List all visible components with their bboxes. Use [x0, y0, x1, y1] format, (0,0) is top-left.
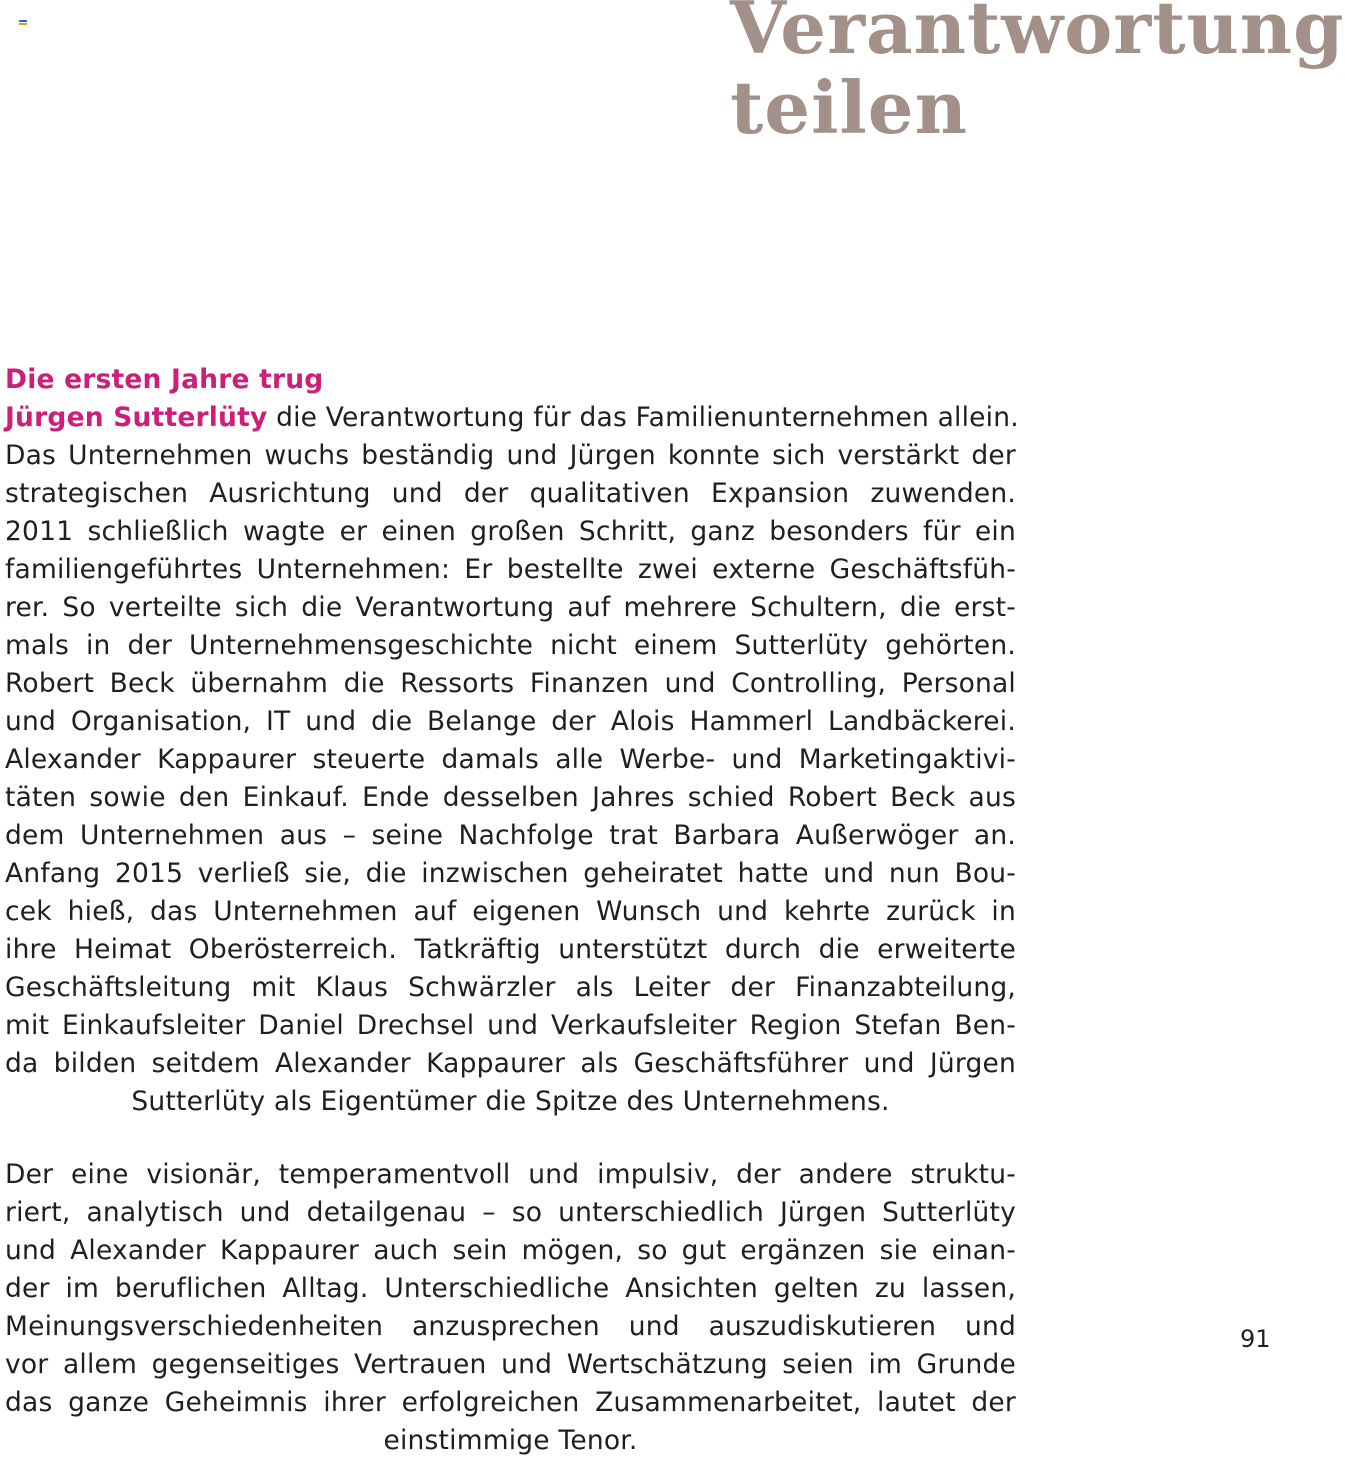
text-line: da bilden seitdem Alexander Kappaurer als Geschäftsführer und Jürgen	[5, 1048, 1016, 1079]
text-line-last: einstimmige Tenor.	[383, 1425, 638, 1456]
text-line: Der eine visionär, temperamentvoll und impulsiv, der andere struktu-	[5, 1159, 1016, 1190]
page-number: 91	[1240, 1325, 1271, 1353]
lead-text-1: Die ersten Jahre trug	[5, 364, 324, 395]
text-line: Geschäftsleitung mit Klaus Schwärzler als Leiter der Finanzabteilung,	[5, 972, 1016, 1003]
text-line: riert, analytisch und detailgenau – so unterschiedlich Jürgen Sutterlüty	[5, 1197, 1016, 1228]
text-line: das ganze Geheimnis ihrer erfolgreichen Zusammenarbeitet, lautet der	[5, 1387, 1016, 1418]
text-line: Das Unternehmen wuchs beständig und Jürgen konnte sich verstärkt der	[5, 440, 1016, 471]
lead-line	[5, 361, 1016, 399]
text-line: täten sowie den Einkauf. Ende desselben Jahres schied Robert Beck aus	[5, 782, 1016, 813]
lead-text-2: Jürgen Sutterlüty	[5, 402, 268, 433]
title-line-2: teilen	[730, 65, 968, 150]
text-line: cek hieß, das Unternehmen auf eigenen Wunsch und kehrte zurück in	[5, 896, 1016, 927]
text-line: familiengeführtes Unternehmen: Er bestellte zwei externe Geschäftsfüh-	[5, 554, 1016, 585]
corner-marker-icon	[19, 20, 27, 26]
text-line: mals in der Unternehmensgeschichte nicht einem Sutterlüty gehörten.	[5, 630, 1016, 661]
text-line: Robert Beck übernahm die Ressorts Finanzen und Controlling, Personal	[5, 668, 1016, 699]
text-line: und Alexander Kappaurer auch sein mögen, so gut ergänzen sie einan-	[5, 1235, 1016, 1266]
text-line: strategischen Ausrichtung und der qualitativen Expansion zuwenden.	[5, 478, 1016, 509]
text-line: und Organisation, IT und die Belange der Alois Hammerl Landbäckerei.	[5, 706, 1016, 737]
text-line: ihre Heimat Oberösterreich. Tatkräftig unterstützt durch die erweiterte	[5, 934, 1016, 965]
text-line: rer. So verteilte sich die Verantwortung auf mehrere Schultern, die erst-	[5, 592, 1016, 623]
text-line	[5, 399, 1019, 437]
paragraph-1	[5, 361, 1019, 1121]
text-line: 2011 schließlich wagte er einen großen Schritt, ganz besonders für ein	[5, 516, 1016, 547]
text-line: Meinungsverschiedenheiten anzusprechen und auszudiskutieren und	[5, 1311, 1016, 1342]
text-line: dem Unternehmen aus – seine Nachfolge trat Barbara Außerwöger an.	[5, 820, 1016, 851]
text-line: Anfang 2015 verließ sie, die inzwischen geheiratet hatte und nun Bou-	[5, 858, 1016, 889]
page-title	[730, 0, 1345, 148]
paragraph-2	[5, 1156, 1016, 1460]
text-line-last: Sutterlüty als Eigentümer die Spitze des Unternehmens.	[131, 1086, 890, 1117]
line-2-rest: die Verantwortung für das Familienunternehmen allein.	[267, 402, 1019, 433]
title-line-1: Verantwortung	[730, 0, 1345, 70]
text-line: Alexander Kappaurer steuerte damals alle Werbe- und Marketingaktivi-	[5, 744, 1016, 775]
text-line: mit Einkaufsleiter Daniel Drechsel und Verkaufsleiter Region Stefan Ben-	[5, 1010, 1016, 1041]
text-line: vor allem gegenseitiges Vertrauen und Wertschätzung seien im Grunde	[5, 1349, 1016, 1380]
text-line: der im beruflichen Alltag. Unterschiedliche Ansichten gelten zu lassen,	[5, 1273, 1016, 1304]
